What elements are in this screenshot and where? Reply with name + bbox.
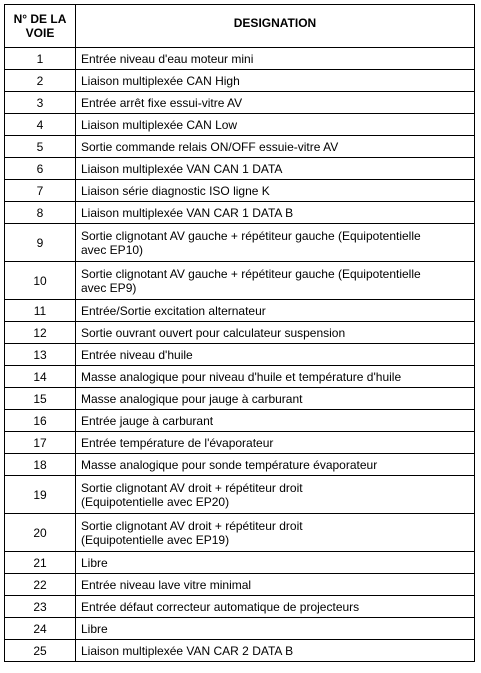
voie-number: 12 bbox=[5, 322, 76, 344]
designation-text: Sortie clignotant AV droit + répétiteur droit (Equipotentielle avec EP19) bbox=[76, 514, 475, 552]
designation-text: Entrée arrêt fixe essui-vitre AV bbox=[76, 92, 475, 114]
table-row bbox=[5, 574, 475, 596]
designation-text: Sortie clignotant AV droit + répétiteur droit (Equipotentielle avec EP20) bbox=[76, 476, 475, 514]
voie-number: 24 bbox=[5, 618, 76, 640]
designation-text: Liaison multiplexée CAN Low bbox=[76, 114, 475, 136]
table-row bbox=[5, 552, 475, 574]
designation-text: Sortie clignotant AV gauche + répétiteur gauche (Equipotentielle avec EP10) bbox=[76, 224, 475, 262]
pin-assignment-table bbox=[4, 4, 475, 662]
designation-text: Entrée défaut correcteur automatique de projecteurs bbox=[76, 596, 475, 618]
designation-text: Liaison multiplexée CAN High bbox=[76, 70, 475, 92]
voie-number: 5 bbox=[5, 136, 76, 158]
voie-number: 23 bbox=[5, 596, 76, 618]
table-row bbox=[5, 596, 475, 618]
table-row bbox=[5, 202, 475, 224]
table-row bbox=[5, 454, 475, 476]
designation-text: Entrée température de l'évaporateur bbox=[76, 432, 475, 454]
table-row bbox=[5, 618, 475, 640]
designation-text: Libre bbox=[76, 552, 475, 574]
voie-number: 17 bbox=[5, 432, 76, 454]
table-row bbox=[5, 158, 475, 180]
table-row bbox=[5, 388, 475, 410]
table-row bbox=[5, 136, 475, 158]
voie-number: 20 bbox=[5, 514, 76, 552]
table-row bbox=[5, 476, 475, 514]
voie-number: 13 bbox=[5, 344, 76, 366]
designation-text: Liaison multiplexée VAN CAR 2 DATA B bbox=[76, 640, 475, 662]
designation-text: Sortie ouvrant ouvert pour calculateur suspension bbox=[76, 322, 475, 344]
designation-text: Masse analogique pour jauge à carburant bbox=[76, 388, 475, 410]
table-row bbox=[5, 514, 475, 552]
table-row bbox=[5, 432, 475, 454]
voie-number: 4 bbox=[5, 114, 76, 136]
voie-number: 16 bbox=[5, 410, 76, 432]
voie-number: 14 bbox=[5, 366, 76, 388]
table-row bbox=[5, 322, 475, 344]
table-row bbox=[5, 180, 475, 202]
designation-text: Liaison multiplexée VAN CAR 1 DATA B bbox=[76, 202, 475, 224]
designation-text: Entrée/Sortie excitation alternateur bbox=[76, 300, 475, 322]
designation-text: Entrée niveau d'huile bbox=[76, 344, 475, 366]
table-row bbox=[5, 410, 475, 432]
voie-number: 3 bbox=[5, 92, 76, 114]
voie-number: 1 bbox=[5, 48, 76, 70]
voie-number: 6 bbox=[5, 158, 76, 180]
header-designation: DESIGNATION bbox=[76, 5, 475, 48]
designation-text: Entrée niveau d'eau moteur mini bbox=[76, 48, 475, 70]
voie-number: 7 bbox=[5, 180, 76, 202]
designation-text: Sortie commande relais ON/OFF essuie-vitre AV bbox=[76, 136, 475, 158]
voie-number: 21 bbox=[5, 552, 76, 574]
table-row bbox=[5, 300, 475, 322]
voie-number: 10 bbox=[5, 262, 76, 300]
designation-text: Masse analogique pour niveau d'huile et température d'huile bbox=[76, 366, 475, 388]
voie-number: 15 bbox=[5, 388, 76, 410]
designation-text: Liaison multiplexée VAN CAN 1 DATA bbox=[76, 158, 475, 180]
table-row bbox=[5, 640, 475, 662]
table-header-row bbox=[5, 5, 475, 48]
voie-number: 19 bbox=[5, 476, 76, 514]
voie-number: 22 bbox=[5, 574, 76, 596]
designation-text: Sortie clignotant AV gauche + répétiteur gauche (Equipotentielle avec EP9) bbox=[76, 262, 475, 300]
voie-number: 2 bbox=[5, 70, 76, 92]
table-row bbox=[5, 114, 475, 136]
voie-number: 11 bbox=[5, 300, 76, 322]
table-row bbox=[5, 48, 475, 70]
voie-number: 18 bbox=[5, 454, 76, 476]
designation-text: Masse analogique pour sonde température évaporateur bbox=[76, 454, 475, 476]
header-voie: N° DE LA VOIE bbox=[5, 5, 76, 48]
designation-text: Liaison série diagnostic ISO ligne K bbox=[76, 180, 475, 202]
designation-text: Libre bbox=[76, 618, 475, 640]
table-row bbox=[5, 224, 475, 262]
table-row bbox=[5, 262, 475, 300]
table-row bbox=[5, 92, 475, 114]
voie-number: 25 bbox=[5, 640, 76, 662]
designation-text: Entrée jauge à carburant bbox=[76, 410, 475, 432]
table-row bbox=[5, 70, 475, 92]
designation-text: Entrée niveau lave vitre minimal bbox=[76, 574, 475, 596]
table-row bbox=[5, 366, 475, 388]
voie-number: 8 bbox=[5, 202, 76, 224]
table-body bbox=[5, 48, 475, 662]
voie-number: 9 bbox=[5, 224, 76, 262]
table-row bbox=[5, 344, 475, 366]
